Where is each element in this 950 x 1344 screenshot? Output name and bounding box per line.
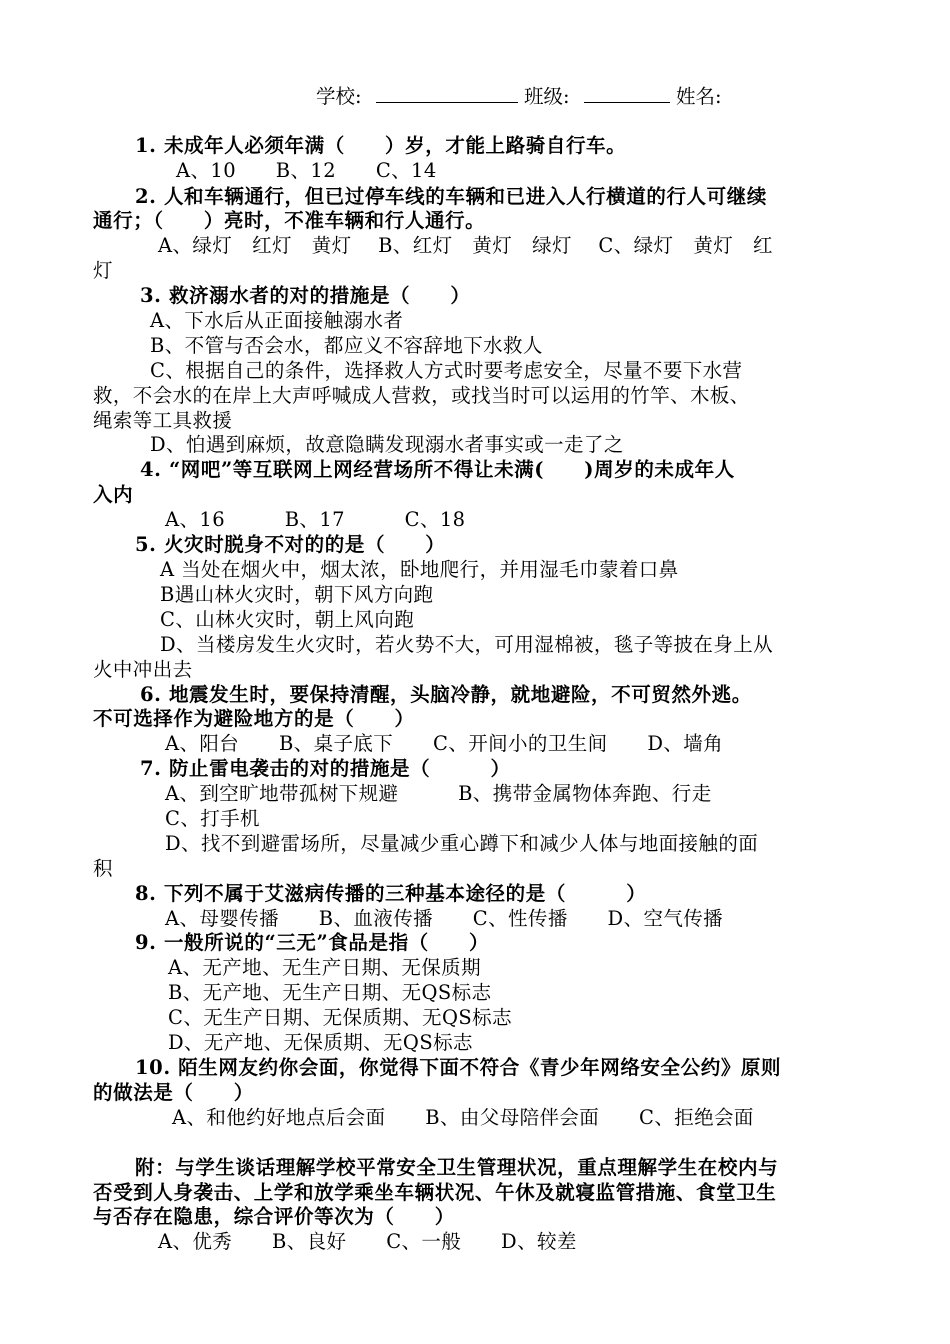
q7-option-d-cont: 积	[93, 857, 113, 880]
appendix-options: A、优秀 B、良好 C、一般 D、较差	[158, 1230, 577, 1253]
q4-options: A、16 B、17 C、18	[165, 508, 466, 531]
question-6-cont: 不可选择作为避险地方的是（ ）	[93, 707, 415, 730]
question-2: 2. 人和车辆通行，但已过停车线的车辆和已进入人行横道的行人可继续	[135, 185, 767, 208]
q1-options: A、10 B、12 C、14	[176, 159, 437, 182]
appendix-question-cont1: 否受到人身袭击、上学和放学乘坐车辆状况、午休及就寝监管措施、食堂卫生	[93, 1181, 777, 1204]
q5-option-b: B遇山林火灾时，朝下风方向跑	[160, 583, 434, 606]
q9-option-c: C、无生产日期、无保质期、无QS标志	[168, 1006, 512, 1029]
question-9: 9. 一般所说的“三无”食品是指（ ）	[135, 931, 490, 954]
q6-options: A、阳台 B、桌子底下 C、开间小的卫生间 D、墙角	[165, 732, 724, 755]
q5-option-c: C、山林火灾时，朝上风向跑	[160, 608, 415, 631]
q5-option-d-cont: 火中冲出去	[93, 658, 193, 681]
appendix-question-cont2: 与否存在隐患，综合评价等次为（ ）	[93, 1205, 455, 1228]
question-8: 8. 下列不属于艾滋病传播的三种基本途径的是（ ）	[135, 882, 647, 905]
q3-option-d: D、怕遇到麻烦，故意隐瞒发现溺水者事实或一走了之	[150, 433, 624, 456]
question-4: 4. “网吧”等互联网上网经营场所不得让未满( )周岁的未成年人	[140, 458, 735, 481]
header-line	[316, 84, 722, 109]
question-7: 7. 防止雷电袭击的对的措施是（ ）	[140, 757, 511, 780]
q7-option-d: D、找不到避雷场所，尽量减少重心蹲下和减少人体与地面接触的面	[165, 832, 759, 855]
q5-option-a: A 当处在烟火中，烟太浓，卧地爬行，并用湿毛巾蒙着口鼻	[160, 558, 679, 581]
q5-option-d: D、当楼房发生火灾时，若火势不大，可用湿棉被，毯子等披在身上从	[160, 633, 774, 656]
question-2-cont: 通行；（ ）亮时，不准车辆和行人通行。	[93, 209, 486, 232]
question-4-cont: 入内	[93, 483, 134, 506]
q3-option-c-cont2: 绳索等工具救援	[93, 409, 233, 432]
question-10: 10. 陌生网友约你会面，你觉得下面不符合《青少年网络安全公约》原则	[135, 1056, 782, 1079]
q3-option-c-cont1: 救，不会水的在岸上大声呼喊成人营救，或找当时可以运用的竹竿、木板、	[93, 384, 750, 407]
q8-options: A、母婴传播 B、血液传播 C、性传播 D、空气传播	[165, 907, 724, 930]
question-6: 6. 地震发生时，要保持清醒，头脑冷静，就地避险，不可贸然外逃。	[140, 683, 752, 706]
question-3: 3. 救济溺水者的对的措施是（ ）	[140, 284, 471, 307]
q10-options: A、和他约好地点后会面 B、由父母陪伴会面 C、拒绝会面	[172, 1106, 754, 1129]
q3-option-a: A、下水后从正面接触溺水者	[150, 309, 404, 332]
class-label: 班级:	[523, 85, 570, 108]
question-10-cont: 的做法是（ ）	[93, 1081, 254, 1104]
q2-options-cont: 灯	[93, 259, 113, 282]
q9-option-b: B、无产地、无生产日期、无QS标志	[168, 981, 492, 1004]
school-label: 学校:	[316, 85, 362, 108]
question-1: 1. 未成年人必须年满（ ）岁，才能上路骑自行车。	[135, 134, 627, 157]
name-label: 姓名:	[675, 85, 722, 108]
q2-options: A、绿灯 红灯 黄灯 B、红灯 黄灯 绿灯 C、绿灯 黄灯 红	[158, 234, 773, 257]
q3-option-c: C、根据自己的条件，选择救人方式时要考虑安全，尽量不要下水营	[150, 359, 743, 382]
q9-option-d: D、无产地、无保质期、无QS标志	[168, 1031, 473, 1054]
q9-option-a: A、无产地、无生产日期、无保质期	[168, 956, 481, 979]
question-5: 5. 火灾时脱身不对的的是（ ）	[135, 533, 446, 556]
q3-option-b: B、不管与否会水，都应义不容辞地下水救人	[150, 334, 543, 357]
q7-option-c: C、打手机	[165, 807, 260, 830]
appendix-question: 附：与学生谈话理解学校平常安全卫生管理状况，重点理解学生在校内与	[135, 1156, 779, 1179]
class-blank	[584, 84, 670, 103]
q7-options-ab: A、到空旷地带孤树下规避 B、携带金属物体奔跑、行走	[165, 782, 712, 805]
school-blank	[376, 84, 518, 103]
